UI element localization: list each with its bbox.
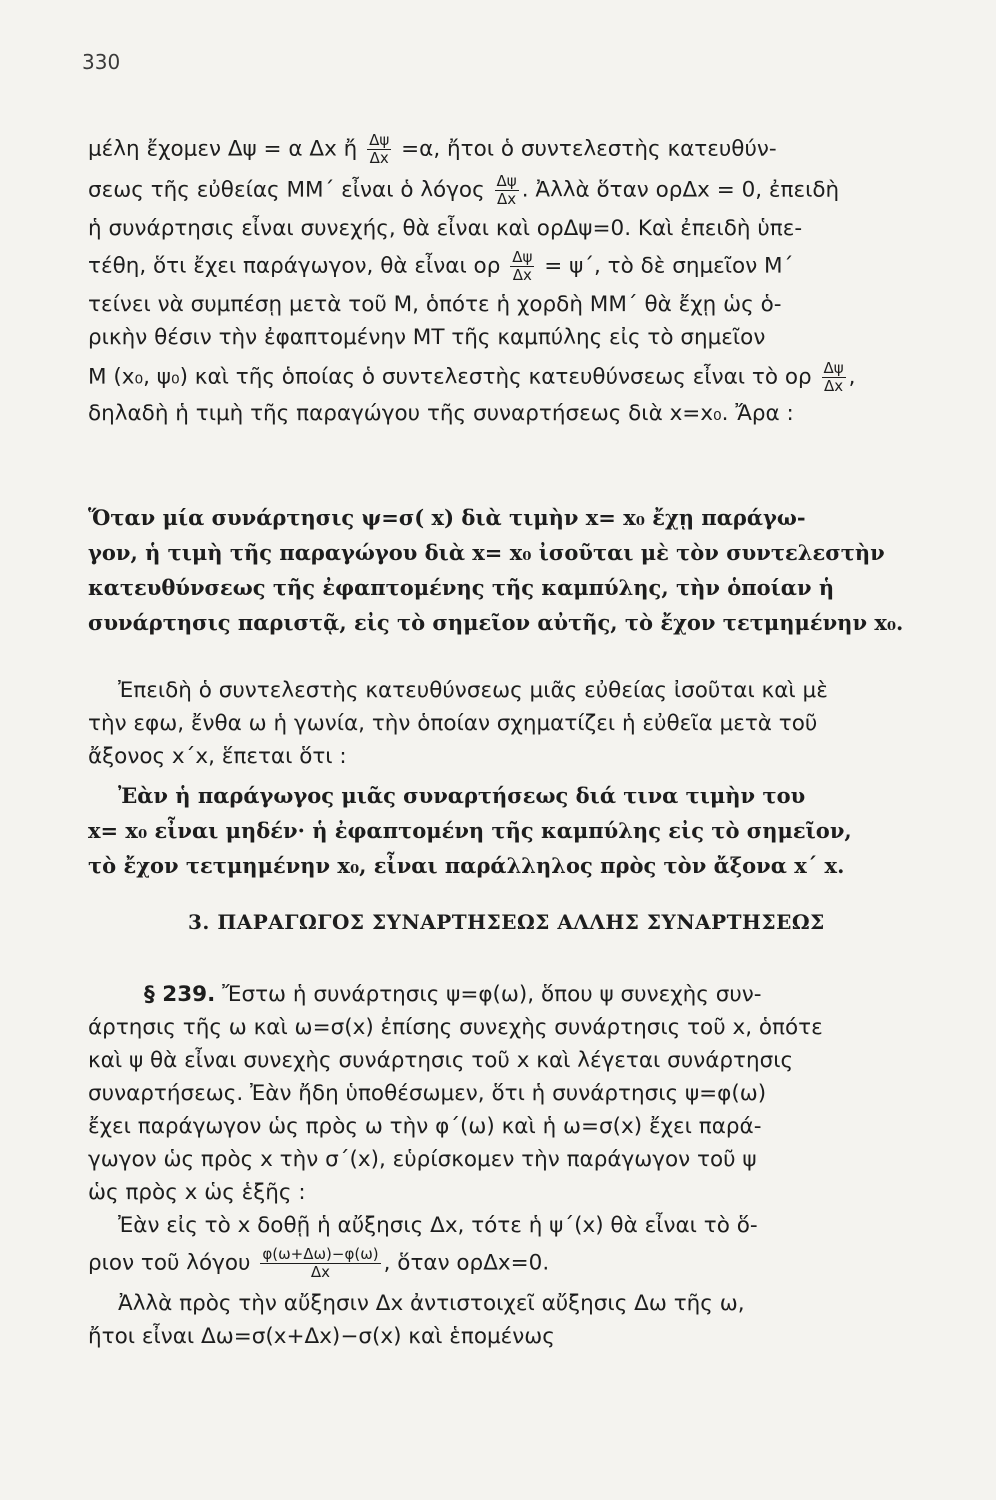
section-heading: 3. ΠΑΡΑΓΩΓΟΣ ΣΥΝΑΡΤΗΣΕΩΣ ΑΛΛΗΣ ΣΥΝΑΡΤΗΣΕΩΣ	[188, 910, 825, 934]
fraction: $\frac{\Delta\psi}{\Delta x}$	[496, 172, 517, 208]
text-line: Ἐὰν εἰς τὸ x δοθῇ ἡ αὔξησις Δx, τότε ἡ ψ΄(x) θὰ εἶναι τὸ ὅ-	[118, 1213, 758, 1238]
text-line: x= x₀ εἶναι μηδέν· ἡ ἐφαπτομένη τῆς καμπύλης εἰς τὸ σημεῖον,	[88, 818, 852, 843]
paragraph-derivative-slope	[88, 132, 956, 430]
text-line: ἤτοι εἶναι Δω=σ(x+Δx)−σ(x) καὶ ἑπομένως	[88, 1324, 555, 1349]
text-line: τὴν εφω, ἔνθα ω ἡ γωνία, τὴν ὁποίαν σχηματίζει ἡ εὐθεῖα μετὰ τοῦ	[88, 711, 818, 736]
text-line: ἔχει παράγωγον ὡς πρὸς ω τὴν φ΄(ω) καὶ ἡ ω=σ(x) ἔχει παρά-	[88, 1114, 762, 1139]
paragraph-composite-function	[88, 978, 956, 1353]
text-line: τείνει νὰ συμπέσῃ μετὰ τοῦ Μ, ὁπότε ἡ χορδὴ ΜΜ΄ θὰ ἔχῃ ὡς ὁ-	[88, 292, 782, 317]
page-number: 330	[82, 50, 121, 74]
text-line: Ὅταν μία συνάρτησις ψ=σ( x) διὰ τιμὴν x= x₀ ἔχῃ παράγω-	[88, 505, 806, 530]
text-line: καὶ ψ θὰ εἶναι συνεχὴς συνάρτησις τοῦ x καὶ λέγεται συνάρτησις	[88, 1048, 794, 1073]
text-line: γωγον ὡς πρὸς x τὴν σ΄(x), εὑρίσκομεν τὴν παράγωγον τοῦ ψ	[88, 1147, 757, 1172]
text-line: Ἐπειδὴ ὁ συντελεστὴς κατευθύνσεως μιᾶς εὐθείας ἰσοῦται καὶ μὲ	[118, 678, 828, 703]
text-line: Ἀλλὰ πρὸς τὴν αὔξησιν Δx ἀντιστοιχεῖ αὔξησις Δω τῆς ω,	[118, 1291, 745, 1316]
text-line: συνάρτησις παριστᾷ, εἰς τὸ σημεῖον αὐτῆς, τὸ ἔχον τετμημένην x₀.	[88, 610, 904, 635]
text-line: ὡς πρὸς x ὡς ἑξῆς :	[88, 1180, 306, 1205]
text-line: τὸ ἔχον τετμημένην x₀, εἶναι παράλληλος πρὸς τὸν ἄξονα x΄ x.	[88, 853, 845, 878]
text-line: ρικὴν θέσιν τὴν ἐφαπτομένην ΜΤ τῆς καμπύλης εἰς τὸ σημεῖον	[88, 325, 766, 350]
text-line: κατευθύνσεως τῆς ἐφαπτομένης τῆς καμπύλης, τὴν ὁποίαν ἡ	[88, 575, 835, 600]
text-line: συναρτήσεως. Ἐὰν ἤδη ὑποθέσωμεν, ὅτι ἡ συνάρτησις ψ=φ(ω)	[88, 1081, 767, 1106]
fraction: $\frac{\varphi(\omega+\Delta\omega)-\varphi(\omega)}{\Delta x}$	[262, 1245, 379, 1281]
text-line: τέθη, ὅτι ἔχει παράγωγον, θὰ εἶναι ορ $\frac{\Delta\psi}{\Delta x}$ = ψ΄, τὸ δὲ σημεῖον Μ΄	[88, 248, 794, 284]
paragraph-slope-angle	[88, 674, 956, 773]
section-mark: § 239.	[144, 982, 216, 1007]
text-line: άρτησις τῆς ω καὶ ω=σ(x) ἐπίσης συνεχὴς συνάρτησις τοῦ x, ὁπότε	[88, 1015, 823, 1040]
fraction: $\frac{\Delta\psi}{\Delta x}$	[823, 359, 844, 395]
theorem-tangent-slope	[88, 500, 956, 640]
text-line: ριον τοῦ λόγου $\frac{\varphi(\omega+\Delta\omega)-\varphi(\omega)}{\Delta x}$ , ὅταν ορΔx=0.	[88, 1245, 550, 1281]
text-line: ἡ συνάρτησις εἶναι συνεχής, θὰ εἶναι καὶ ορΔψ=0. Καὶ ἐπειδὴ ὑπε-	[88, 216, 803, 241]
text-line: Ἐὰν ἡ παράγωγος μιᾶς συναρτήσεως διά τινα τιμὴν του	[118, 783, 806, 808]
text-line: σεως τῆς εὐθείας ΜΜ΄ εἶναι ὁ λόγος $\frac{\Delta\psi}{\Delta x}$ . Ἀλλὰ ὅταν ορΔx = 0, ἐπειδὴ	[88, 172, 840, 208]
text-line: γον, ἡ τιμὴ τῆς παραγώγου διὰ x= x₀ ἰσοῦται μὲ τὸν συντελεστὴν	[88, 540, 885, 565]
theorem-zero-derivative	[88, 778, 956, 883]
text-line: § 239. Ἔστω ἡ συνάρτησις ψ=φ(ω), ὅπου ψ συνεχὴς συν-	[144, 982, 762, 1007]
fraction: $\frac{\Delta\psi}{\Delta x}$	[512, 248, 533, 284]
fraction: $\frac{\Delta\psi}{\Delta x}$	[369, 131, 390, 167]
text-line: μέλη ἔχομεν Δψ = α Δx ἤ $\frac{\Delta\psi}{\Delta x}$ =α, ἤτοι ὁ συντελεστὴς κατευθύν-	[88, 131, 777, 167]
text-line: ἄξονος x΄x, ἕπεται ὅτι :	[88, 744, 347, 769]
text-line: δηλαδὴ ἡ τιμὴ τῆς παραγώγου τῆς συναρτήσεως διὰ x=x₀. Ἄρα :	[88, 401, 794, 426]
text-line: Μ (x₀, ψ₀) καὶ τῆς ὁποίας ὁ συντελεστὴς κατευθύνσεως εἶναι τὸ ορ $\frac{\Delta\psi}{\Delta x}$ ,	[88, 359, 856, 395]
